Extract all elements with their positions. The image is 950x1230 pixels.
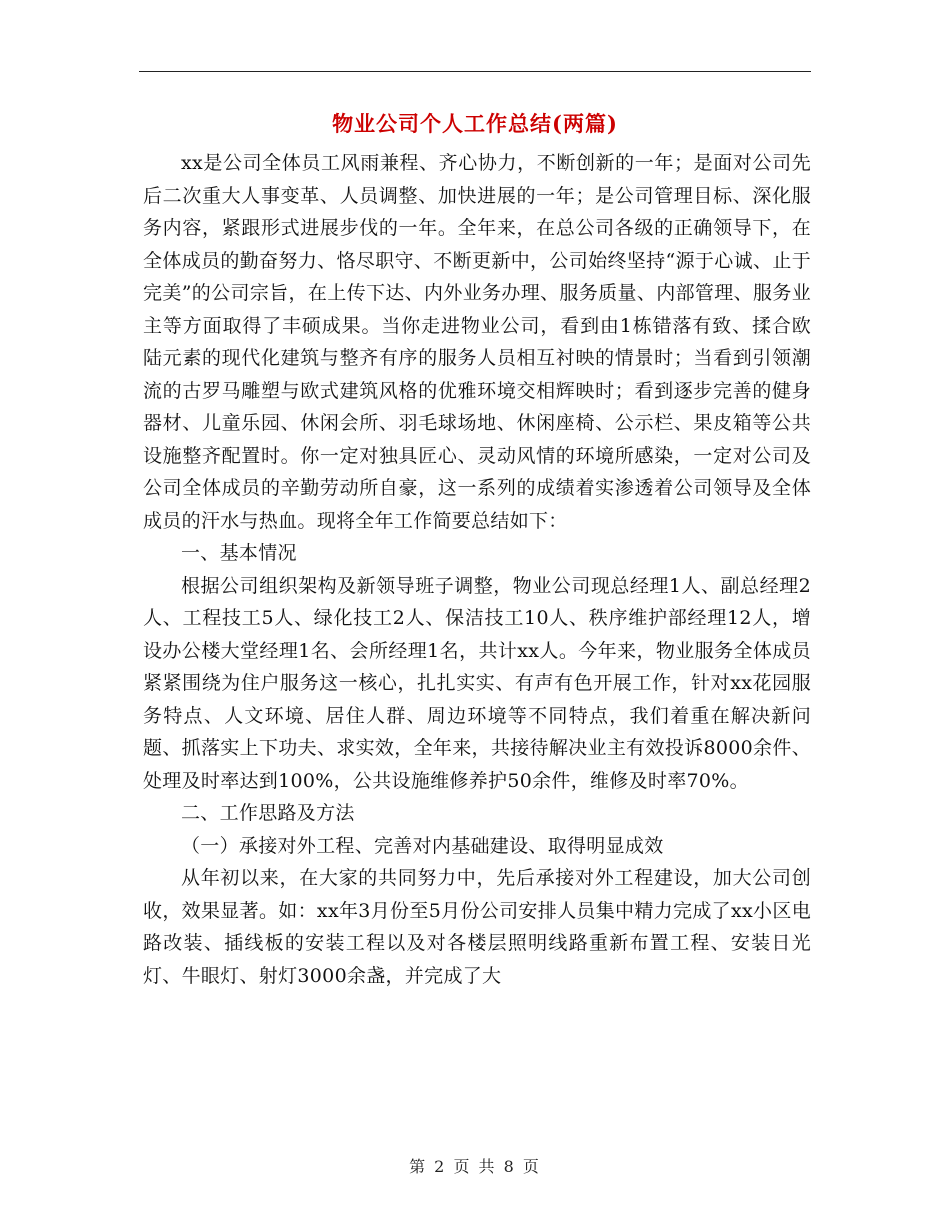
document-title: 物业公司个人工作总结(两篇) bbox=[332, 111, 618, 136]
external-projects-paragraph: 从年初以来，在大家的共同努力中，先后承接对外工程建设，加大公司创收，效果显著。如：xx年3月份至5月份公司安排人员集中精力完成了xx小区电路改装、插线板的安装工程以及对各楼层照明线路重新布置工程、安装日光灯、牛眼灯、射灯3000余盏，并完成了大 bbox=[143, 867, 811, 987]
header-rule bbox=[139, 71, 811, 72]
section-heading-work-approach: 二、工作思路及方法 bbox=[181, 802, 355, 824]
page-number-footer: 第 2 页 共 8 页 bbox=[409, 1157, 541, 1176]
intro-paragraph: xx是公司全体员工风雨兼程、齐心协力，不断创新的一年；是面对公司先后二次重大人事变革、人员调整、加快进展的一年；是公司管理目标、深化服务内容，紧跟形式进展步伐的一年。全年来，在总公司各级的正确领导下，在全体成员的勤奋努力、恪尽职守、不断更新中，公司始终坚持“源于心诚、止于完美”的公司宗旨，在上传下达、内外业务办理、服务质量、内部管理、服务业主等方面取得了丰硕成果。当你走进物业公司，看到由1栋错落有致、揉合欧陆元素的现代化建筑与整齐有序的服务人员相互衬映的情景时；当看到引领潮流的古罗马雕塑与欧式建筑风格的优雅环境交相辉映时；看到逐步完善的健身器材、儿童乐园、休闲会所、羽毛球场地、休闲座椅、公示栏、果皮箱等公共设施整齐配置时。你一定对独具匠心、灵动风情的环境所感染，一定对公司及公司全体成员的辛勤劳动所自豪，这一系列的成绩着实渗透着公司领导及全体成员的汗水与热血。现将全年工作简要总结如下： bbox=[143, 152, 811, 532]
subsection-heading-external-projects: （一）承接对外工程、完善对内基础建设、取得明显成效 bbox=[181, 834, 664, 857]
document-body bbox=[143, 147, 811, 992]
basic-situation-paragraph: 根据公司组织架构及新领导班子调整，物业公司现总经理1人、副总经理2人、工程技工5人、绿化技工2人、保洁技工10人、秩序维护部经理12人，增设办公楼大堂经理1名、会所经理1名，共计xx人。今年来，物业服务全体成员紧紧围绕为住户服务这一核心，扎扎实实、有声有色开展工作，针对xx花园服务特点、人文环境、居住人群、周边环境等不同特点，我们着重在解决新问题、抓落实上下功夫、求实效，全年来，共接待解决业主有效投诉8000余件、处理及时率达到100%，公共设施维修养护50余件，维修及时率70%。 bbox=[143, 574, 811, 792]
section-heading-basic-situation: 一、基本情况 bbox=[181, 542, 297, 564]
